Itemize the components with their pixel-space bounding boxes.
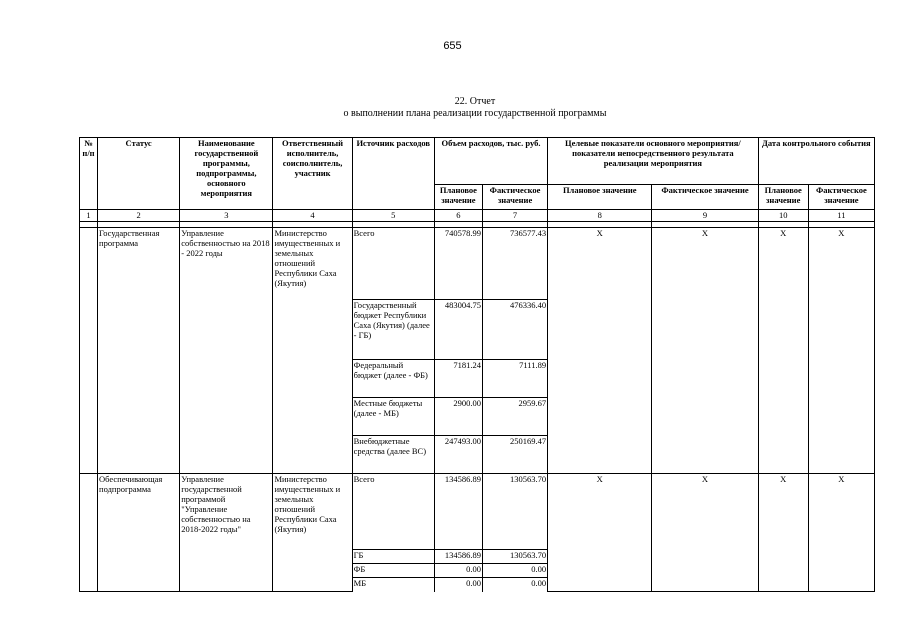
header-actual: Фактическое значение	[482, 185, 547, 210]
table-row	[80, 474, 875, 550]
column-number: 7	[482, 210, 547, 222]
column-number: 6	[434, 210, 482, 222]
column-number: 5	[352, 210, 434, 222]
header-status: Статус	[98, 138, 180, 210]
row-target-planned: Х	[548, 228, 652, 474]
header-responsible: Ответственный исполнитель, соисполнитель, участник	[273, 138, 352, 210]
title-line-1: 22. Отчет	[454, 96, 496, 107]
row-name: Управление собственностью на 2018 - 2022 годы	[180, 228, 273, 474]
row-actual: 2959.67	[482, 398, 547, 436]
row-status: Обеспечивающая подпрограмма	[98, 474, 180, 592]
row-planned: 7181.24	[434, 360, 482, 398]
header-planned: Плановое значение	[434, 185, 482, 210]
title-line-2: о выполнении плана реализации государственной программы	[343, 108, 607, 119]
column-number: 8	[548, 210, 652, 222]
header-targets: Целевые показатели основного мероприятия/показатели непосредственного результата реализации мероприятия	[548, 138, 759, 185]
row-responsible: Министерство имущественных и земельных отношений Республики Саха (Якутия)	[273, 228, 352, 474]
row-planned: 247493.00	[434, 436, 482, 474]
row-actual: 250169.47	[482, 436, 547, 474]
row-name: Управление государственной программой "Управление собственностью на 2018-2022 годы"	[180, 474, 273, 592]
header-date-planned: Плановое значение	[758, 185, 808, 210]
row-status: Государственная программа	[98, 228, 180, 474]
row-actual: 0.00	[482, 564, 547, 578]
row-num	[80, 474, 98, 592]
row-num	[80, 228, 98, 474]
row-source: ГБ	[352, 550, 434, 564]
row-actual: 7111.89	[482, 360, 547, 398]
row-actual: 736577.43	[482, 228, 547, 300]
header-volume: Объем расходов, тыс. руб.	[434, 138, 547, 185]
row-actual: 130563.70	[482, 550, 547, 564]
row-target-actual: Х	[652, 228, 758, 474]
row-source: Федеральный бюджет (далее - ФБ)	[352, 360, 434, 398]
column-number: 2	[98, 210, 180, 222]
column-number: 10	[758, 210, 808, 222]
column-number: 11	[808, 210, 874, 222]
row-date-planned: Х	[758, 228, 808, 474]
header-control-date: Дата контрольного события	[758, 138, 874, 185]
header-date-actual: Фактическое значение	[808, 185, 874, 210]
row-planned: 134586.89	[434, 550, 482, 564]
column-number: 4	[273, 210, 352, 222]
row-date-actual: Х	[808, 474, 874, 592]
column-number: 1	[80, 210, 98, 222]
header-name: Наименование государственной программы, подпрограммы, основного мероприятия	[180, 138, 273, 210]
column-number: 9	[652, 210, 758, 222]
header-source: Источник расходов	[352, 138, 434, 210]
row-planned: 740578.99	[434, 228, 482, 300]
page-number: 655	[443, 40, 462, 52]
header-target-planned: Плановое значение	[548, 185, 652, 210]
row-planned: 2900.00	[434, 398, 482, 436]
row-source: МБ	[352, 578, 434, 592]
row-planned: 0.00	[434, 564, 482, 578]
table-row	[80, 228, 875, 300]
row-planned: 483004.75	[434, 300, 482, 360]
header-num: № п/п	[80, 138, 98, 210]
row-actual: 476336.40	[482, 300, 547, 360]
row-date-planned: Х	[758, 474, 808, 592]
row-source: Местные бюджеты (далее - МБ)	[352, 398, 434, 436]
row-responsible: Министерство имущественных и земельных отношений Республики Саха (Якутия)	[273, 474, 352, 592]
report-table	[79, 137, 875, 592]
row-source: Внебюджетные средства (далее ВС)	[352, 436, 434, 474]
header-target-actual: Фактическое значение	[652, 185, 758, 210]
column-number: 3	[180, 210, 273, 222]
row-source: ФБ	[352, 564, 434, 578]
row-planned: 0.00	[434, 578, 482, 592]
report-title	[0, 96, 905, 120]
row-target-planned: Х	[548, 474, 652, 592]
row-source: Всего	[352, 474, 434, 550]
row-source: Всего	[352, 228, 434, 300]
row-date-actual: Х	[808, 228, 874, 474]
row-target-actual: Х	[652, 474, 758, 592]
row-source: Государственный бюджет Республики Саха (Якутия) (далее - ГБ)	[352, 300, 434, 360]
row-actual: 0.00	[482, 578, 547, 592]
row-planned: 134586.89	[434, 474, 482, 550]
row-actual: 130563.70	[482, 474, 547, 550]
